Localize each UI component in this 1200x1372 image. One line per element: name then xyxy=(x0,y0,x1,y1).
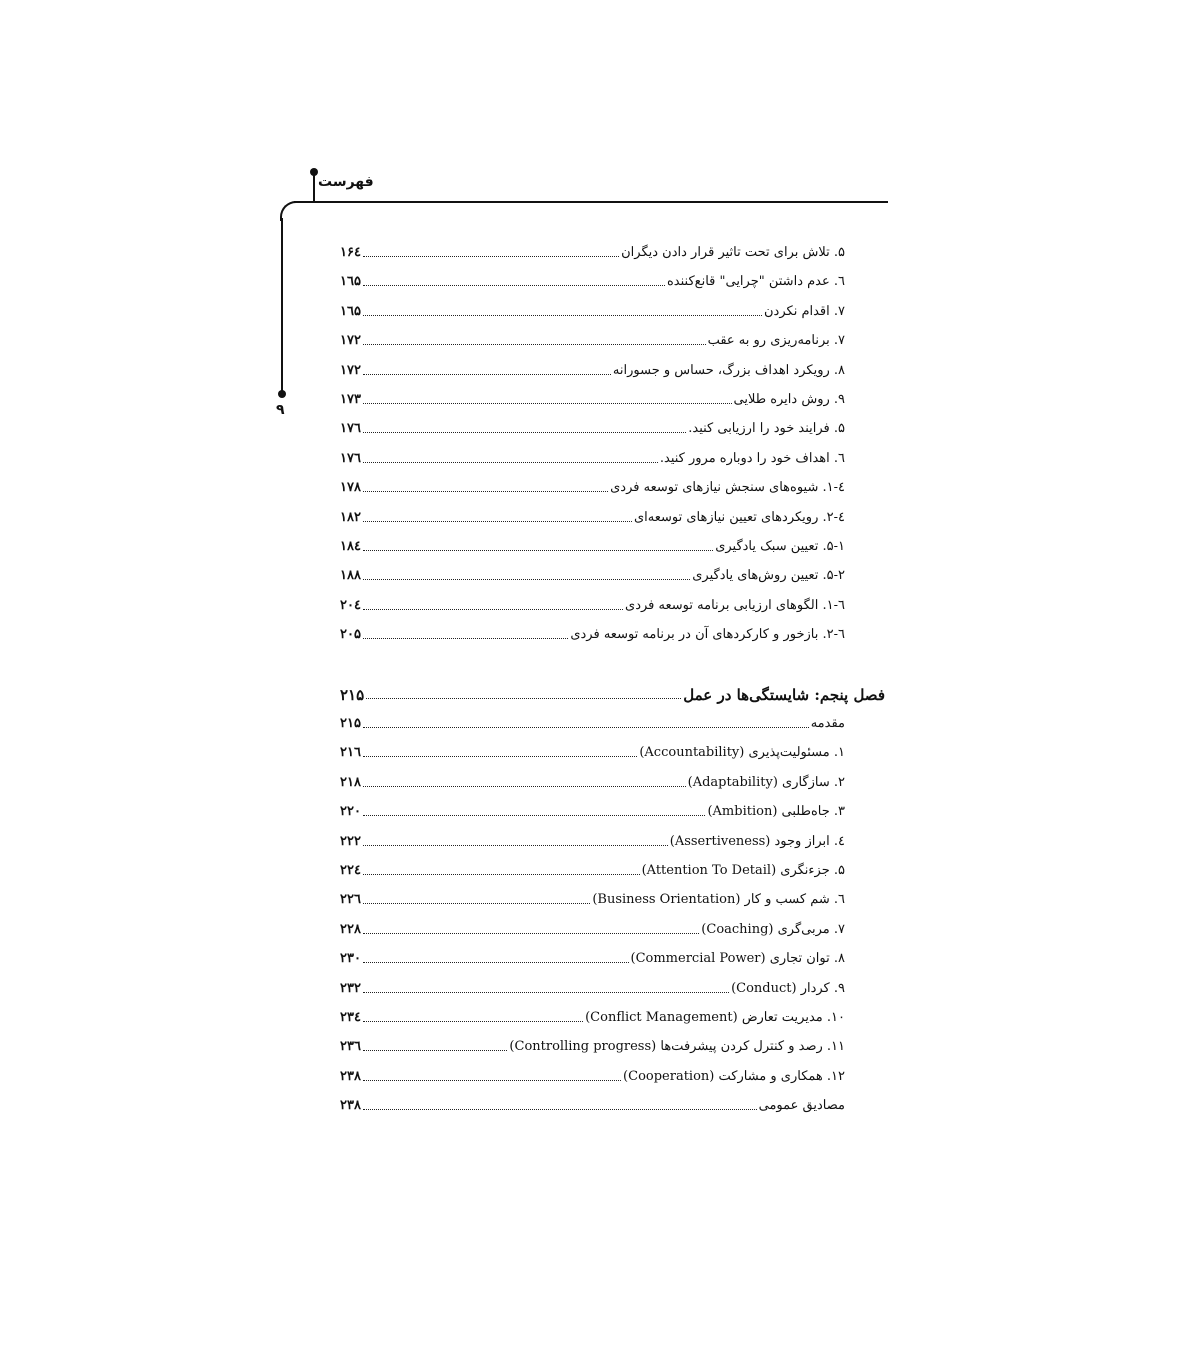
toc-entry-page: ۲۳۲ xyxy=(340,980,361,996)
toc-entry-title: ۸. رویکرد اهداف بزرگ، حساس و جسورانه xyxy=(612,362,845,378)
dot-leader xyxy=(363,491,608,492)
toc-row[interactable] xyxy=(340,1091,845,1115)
toc-row[interactable] xyxy=(340,444,845,468)
page-number: ۹ xyxy=(276,402,285,418)
dot-leader xyxy=(363,579,690,580)
header-curve xyxy=(280,201,300,221)
dot-leader xyxy=(363,344,706,345)
toc-entry-title: ۷. اقدام نکردن xyxy=(764,303,845,319)
dot-leader xyxy=(363,374,611,375)
toc-row[interactable] xyxy=(340,768,845,792)
toc-entry-page: ۱۷٦ xyxy=(340,450,361,466)
toc-entry-page: ۲۳٤ xyxy=(340,1010,361,1025)
toc-entry-title: ۳. جاه‌طلبی (Ambition) xyxy=(707,804,845,820)
toc-entry-title: ۵. تلاش برای تحت تاثیر قرار دادن دیگران xyxy=(621,245,845,260)
toc-row[interactable] xyxy=(340,561,845,585)
toc-entry-title: ٦-۲. بازخور و کارکردهای آن در برنامه توسعه فردی xyxy=(570,627,845,643)
dot-leader xyxy=(363,874,640,875)
toc-row[interactable] xyxy=(340,797,845,821)
dot-leader xyxy=(363,550,713,551)
dot-leader xyxy=(363,1021,583,1022)
toc-entry-page: ۲۳۰ xyxy=(340,951,361,967)
toc-row[interactable] xyxy=(340,709,845,733)
toc-entry-title: ٦. عدم داشتن "چرایی" قانع‌کننده xyxy=(666,274,845,290)
dot-leader xyxy=(363,845,668,846)
toc-row[interactable] xyxy=(340,856,845,880)
dot-leader xyxy=(363,933,699,934)
toc-row[interactable] xyxy=(340,267,845,291)
toc-entry-title: ۷. برنامه‌ریزی رو به عقب xyxy=(707,333,845,349)
toc-entry-page: ۲۱۸ xyxy=(340,774,361,790)
dot-leader xyxy=(363,727,809,728)
dot-leader xyxy=(363,786,686,787)
toc-entry-page: ۲۰۵ xyxy=(340,627,361,643)
header-rule xyxy=(294,201,888,203)
chapter-title: فصل پنجم: شایستگی‌ها در عمل xyxy=(683,686,885,704)
toc-row[interactable] xyxy=(340,1032,845,1056)
toc-entry-title: ۱۱. رصد و کنترل کردن پیشرفت‌ها (Controlling progress) xyxy=(509,1039,845,1055)
toc-entry-title: ۷. مربی‌گری (Coaching) xyxy=(701,921,845,937)
toc-entry-page: ۲۱٦ xyxy=(340,745,361,761)
toc-entry-page: ۲۰٤ xyxy=(340,597,361,613)
toc-entry-title: ۱. مسئولیت‌پذیری (Accountability) xyxy=(639,745,845,761)
dot-leader xyxy=(363,432,686,433)
toc-row[interactable] xyxy=(340,738,845,762)
dot-leader xyxy=(363,315,762,316)
toc-row[interactable] xyxy=(340,827,845,851)
margin-dot xyxy=(278,390,286,398)
dot-leader xyxy=(363,1080,621,1081)
dot-leader xyxy=(363,756,637,757)
toc-entry-title: ۵. فرایند خود را ارزیابی کنید. xyxy=(688,421,845,437)
toc-entry-title: ۵-۱. تعیین سبک یادگیری xyxy=(715,539,845,554)
toc-entry-title: ٦. اهداف خود را دوباره مرور کنید. xyxy=(659,450,845,466)
toc-entry-page: ۲۳۸ xyxy=(340,1098,361,1114)
toc-entry-page: ۱۸٤ xyxy=(340,539,361,554)
dot-leader xyxy=(363,962,629,963)
toc-row[interactable] xyxy=(340,944,845,968)
dot-leader xyxy=(363,1109,757,1110)
toc-entry-title: مقدمه xyxy=(810,716,845,731)
toc-entry-title: ٦-۱. الگوهای ارزیابی برنامه توسعه فردی xyxy=(625,597,845,613)
dot-leader xyxy=(363,1050,507,1051)
toc-entry-title: ۹. کردار (Conduct) xyxy=(731,980,845,996)
header-title: فهرست xyxy=(318,174,374,190)
toc-row[interactable] xyxy=(340,356,845,380)
toc-entry-title: ۲. سازگاری (Adaptability) xyxy=(687,774,845,790)
toc-entry-page: ۱۷۳ xyxy=(340,392,361,407)
toc-entry-page: ۲۲۸ xyxy=(340,921,361,937)
toc-entry-title: ۵-۲. تعیین روش‌های یادگیری xyxy=(692,568,845,584)
toc-entry-page: ۱۷۲ xyxy=(340,333,361,349)
toc-entry-page: ۲۲۲ xyxy=(340,833,361,849)
toc-row[interactable] xyxy=(340,385,845,409)
toc-entry-title: ٤-۲. رویکردهای تعیین نیازهای توسعه‌ای xyxy=(633,509,845,525)
toc-entry-title: ۸. توان تجاری (Commercial Power) xyxy=(630,951,845,967)
toc-row[interactable] xyxy=(340,1062,845,1086)
toc-entry-title: ٤. ابراز وجود (Assertiveness) xyxy=(669,833,845,849)
toc-row[interactable] xyxy=(340,326,845,350)
toc-entry-title: ٤-۱. شیوه‌های سنجش نیازهای توسعه فردی xyxy=(610,480,845,496)
toc-row[interactable] xyxy=(340,297,845,321)
dot-leader xyxy=(363,285,665,286)
toc-row[interactable] xyxy=(340,414,845,438)
toc-row[interactable] xyxy=(340,238,845,262)
toc-entry-title: مصادیق عمومی xyxy=(758,1098,845,1114)
toc-entry-page: ۱۸۸ xyxy=(340,568,361,584)
toc-row[interactable] xyxy=(340,974,845,998)
toc-row[interactable] xyxy=(340,620,845,644)
toc-entry-page: ۱٦۵ xyxy=(340,303,361,319)
dot-leader xyxy=(363,903,590,904)
toc-entry-page: ۱۶٤ xyxy=(340,245,361,260)
toc-row[interactable] xyxy=(340,503,845,527)
toc-entry-page: ۲۲۰ xyxy=(340,804,361,820)
dot-leader xyxy=(363,815,706,816)
toc-entry-page: ۲۱۵ xyxy=(340,716,361,731)
dot-leader xyxy=(363,462,658,463)
dot-leader xyxy=(363,609,623,610)
toc-entry-title: ۹. روش دایره طلایی xyxy=(733,392,845,407)
toc-entry-page: ۱٦۵ xyxy=(340,274,361,290)
toc-entry-page: ۱۸۲ xyxy=(340,509,361,525)
toc-row[interactable] xyxy=(340,885,845,909)
toc-entry-page: ۱۷۲ xyxy=(340,362,361,378)
toc-entry-title: ٦. شم کسب و کار (Business Orientation) xyxy=(592,892,845,908)
toc-row[interactable] xyxy=(340,1003,845,1027)
toc-entry-title: ۵. جزءنگری (Attention To Detail) xyxy=(641,863,845,878)
toc-entry-page: ۲۲٦ xyxy=(340,892,361,908)
dot-leader xyxy=(363,992,729,993)
dot-leader xyxy=(363,521,632,522)
dot-leader xyxy=(363,638,568,639)
toc-row[interactable] xyxy=(340,532,845,556)
toc-row[interactable] xyxy=(340,473,845,497)
toc-chapter-row[interactable] xyxy=(340,680,885,704)
toc-entry-page: ۲۳٦ xyxy=(340,1039,361,1055)
toc-entry-title: ۱۲. همکاری و مشارکت (Cooperation) xyxy=(623,1068,845,1084)
toc-entry-title: ۱۰. مدیریت تعارض (Conflict Management) xyxy=(585,1010,845,1025)
dot-leader xyxy=(363,403,732,404)
toc-entry-page: ۲۲٤ xyxy=(340,863,361,878)
toc-entry-page: ۱۷٦ xyxy=(340,421,361,437)
toc-row[interactable] xyxy=(340,915,845,939)
toc-row[interactable] xyxy=(340,591,845,615)
margin-line xyxy=(281,218,283,394)
chapter-page: ۲۱۵ xyxy=(340,686,365,704)
toc-entry-page: ۱۷۸ xyxy=(340,480,361,496)
dot-leader xyxy=(363,256,619,257)
dot-leader xyxy=(366,698,681,699)
toc-entry-page: ۲۳۸ xyxy=(340,1068,361,1084)
header-tick xyxy=(313,172,315,202)
